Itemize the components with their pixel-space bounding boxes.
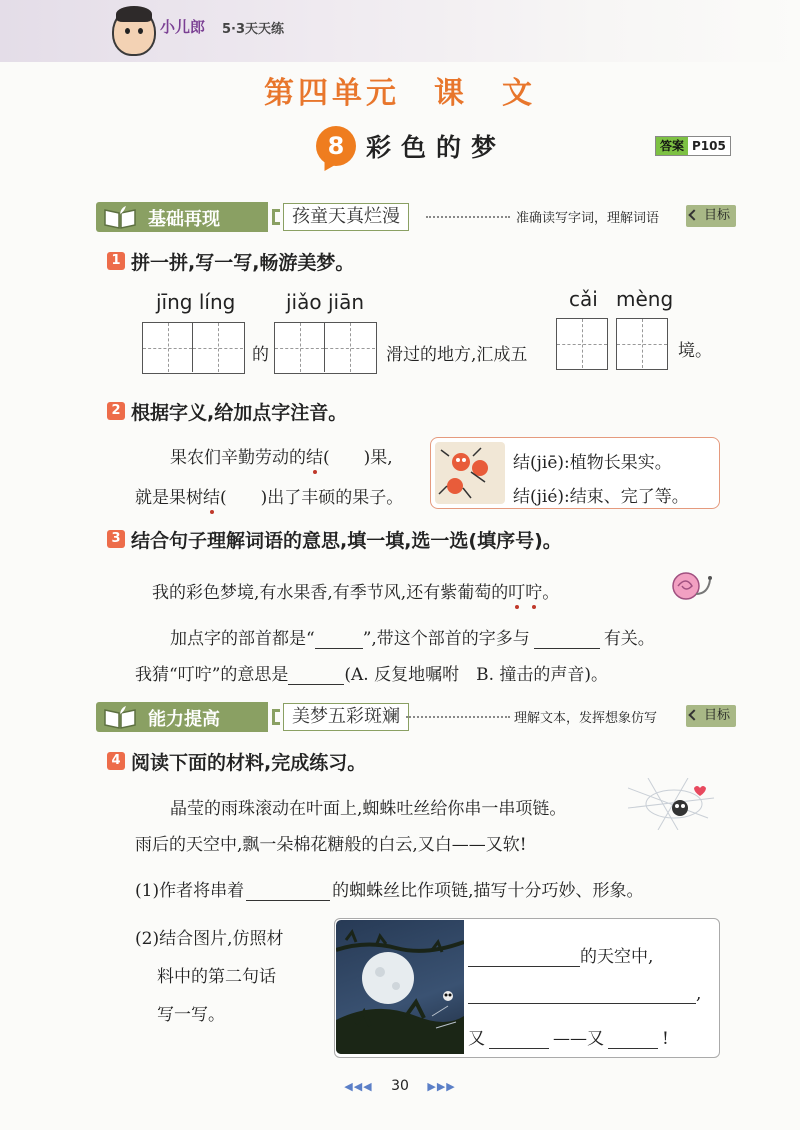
section-aim: 理解文本，发挥想象仿写 [514, 711, 658, 726]
section-subtitle: 孩童天真烂漫 [283, 203, 409, 231]
dotted-leader [406, 716, 510, 718]
fill-line: 加点字的部首都是“ ”,带这个部首的字多与 有关。 [170, 629, 655, 649]
section-aim: 准确读写字词，理解词语 [516, 211, 660, 226]
question-number: 4 [107, 752, 125, 770]
definition-box [430, 437, 720, 509]
question-number: 3 [107, 530, 125, 548]
aim-tag: 目标 [686, 205, 736, 227]
sentence-line: 果农们辛勤劳动的结( )果, [170, 448, 393, 468]
section-title: 基础再现 [148, 209, 220, 230]
writing-grid[interactable] [142, 322, 245, 374]
spider-picture [435, 442, 505, 504]
fill-line: 我猜“叮咛”的意思是 (A. 反复地嘱咐 B. 撞击的声音)。 [135, 665, 609, 685]
sub-question-1: (1)作者将串着 的蜘蛛丝比作项链,描写十分巧妙、形象。 [135, 881, 644, 901]
sentence-line: 就是果树结( )出了丰硕的果子。 [135, 488, 404, 508]
material-line: 雨后的天空中,飘一朵棉花糖般的白云,又白——又软! [135, 835, 527, 855]
material-line: 晶莹的雨珠滚动在叶面上,蜘蛛吐丝给你串一串项链。 [170, 799, 567, 819]
question-number: 2 [107, 402, 125, 420]
answer-reference [655, 136, 731, 156]
book-sprout-icon [102, 204, 138, 230]
dotted-char: 结 [306, 448, 323, 468]
definition-2: 结(jié):结束、完了等。 [513, 487, 689, 507]
answer-page: P105 [688, 137, 730, 155]
section-head [96, 702, 268, 732]
answer-line-3: 又 ——又 ! [468, 1029, 669, 1049]
definition-1: 结(jiē):植物长果实。 [513, 453, 672, 473]
dotted-char: 结 [203, 488, 220, 508]
section-head [96, 202, 268, 232]
prev-arrows-icon: ◀◀◀ [344, 1080, 373, 1093]
unit-title: 第四单元 课 文 [264, 76, 536, 111]
lesson-title: 彩色的梦 [366, 133, 507, 162]
page-footer [0, 1078, 800, 1094]
section-banner-ability [96, 702, 736, 732]
mascot-logo [112, 8, 156, 56]
moon-night-picture [336, 920, 464, 1054]
aim-tag: 目标 [686, 705, 736, 727]
fill-text: 境。 [678, 341, 712, 361]
question-prompt: 拼一拼,写一写,畅游美梦。 [131, 252, 355, 274]
fill-text: 的 [252, 345, 269, 365]
dotted-leader [426, 216, 510, 218]
sub-question-2-line: 写一写。 [157, 1005, 225, 1025]
brand-series: 5·3天天练 [222, 22, 285, 37]
pinyin-label: jīng líng [156, 290, 236, 314]
section-subtitle: 美梦五彩斑斓 [283, 703, 409, 731]
writing-grid[interactable] [274, 322, 377, 374]
dotted-char: 叮 [508, 583, 526, 603]
writing-grid[interactable] [556, 318, 608, 370]
brand-name: 小儿郎 [160, 18, 206, 36]
example-sentence: 我的彩色梦境,有水果香,有季节风,还有紫葡萄的叮咛。 [152, 583, 560, 603]
answer-line-1: 的天空中, [468, 942, 653, 967]
section-notch [272, 209, 280, 225]
dotted-char: 咛 [525, 583, 543, 603]
question-prompt: 阅读下面的材料,完成练习。 [131, 752, 367, 774]
question-prompt: 根据字义,给加点字注音。 [131, 402, 348, 424]
spider-web-picture [628, 778, 720, 830]
pinyin-label: jiǎo jiān [286, 290, 365, 314]
pinyin-label: cǎi [569, 287, 598, 311]
snail-picture [660, 568, 716, 602]
section-notch [272, 709, 280, 725]
page-number: 30 [391, 1078, 409, 1094]
sub-question-2-line: (2)结合图片,仿照材 [135, 929, 284, 949]
pinyin-label: mèng [616, 287, 674, 311]
lesson-number-badge: 8 [316, 126, 356, 166]
writing-grid[interactable] [616, 318, 668, 370]
book-sprout-icon [102, 704, 138, 730]
sub-question-2-line: 料中的第二句话 [157, 967, 276, 987]
answer-line-2: , [468, 984, 701, 1004]
fill-text: 滑过的地方,汇成五 [386, 345, 528, 365]
section-title: 能力提高 [148, 709, 220, 730]
section-banner-basic [96, 202, 736, 232]
question-number: 1 [107, 252, 125, 270]
answer-label: 答案 [656, 137, 688, 155]
next-arrows-icon: ▶▶▶ [427, 1080, 456, 1093]
question-prompt: 结合句子理解词语的意思,填一填,选一选(填序号)。 [131, 530, 562, 552]
